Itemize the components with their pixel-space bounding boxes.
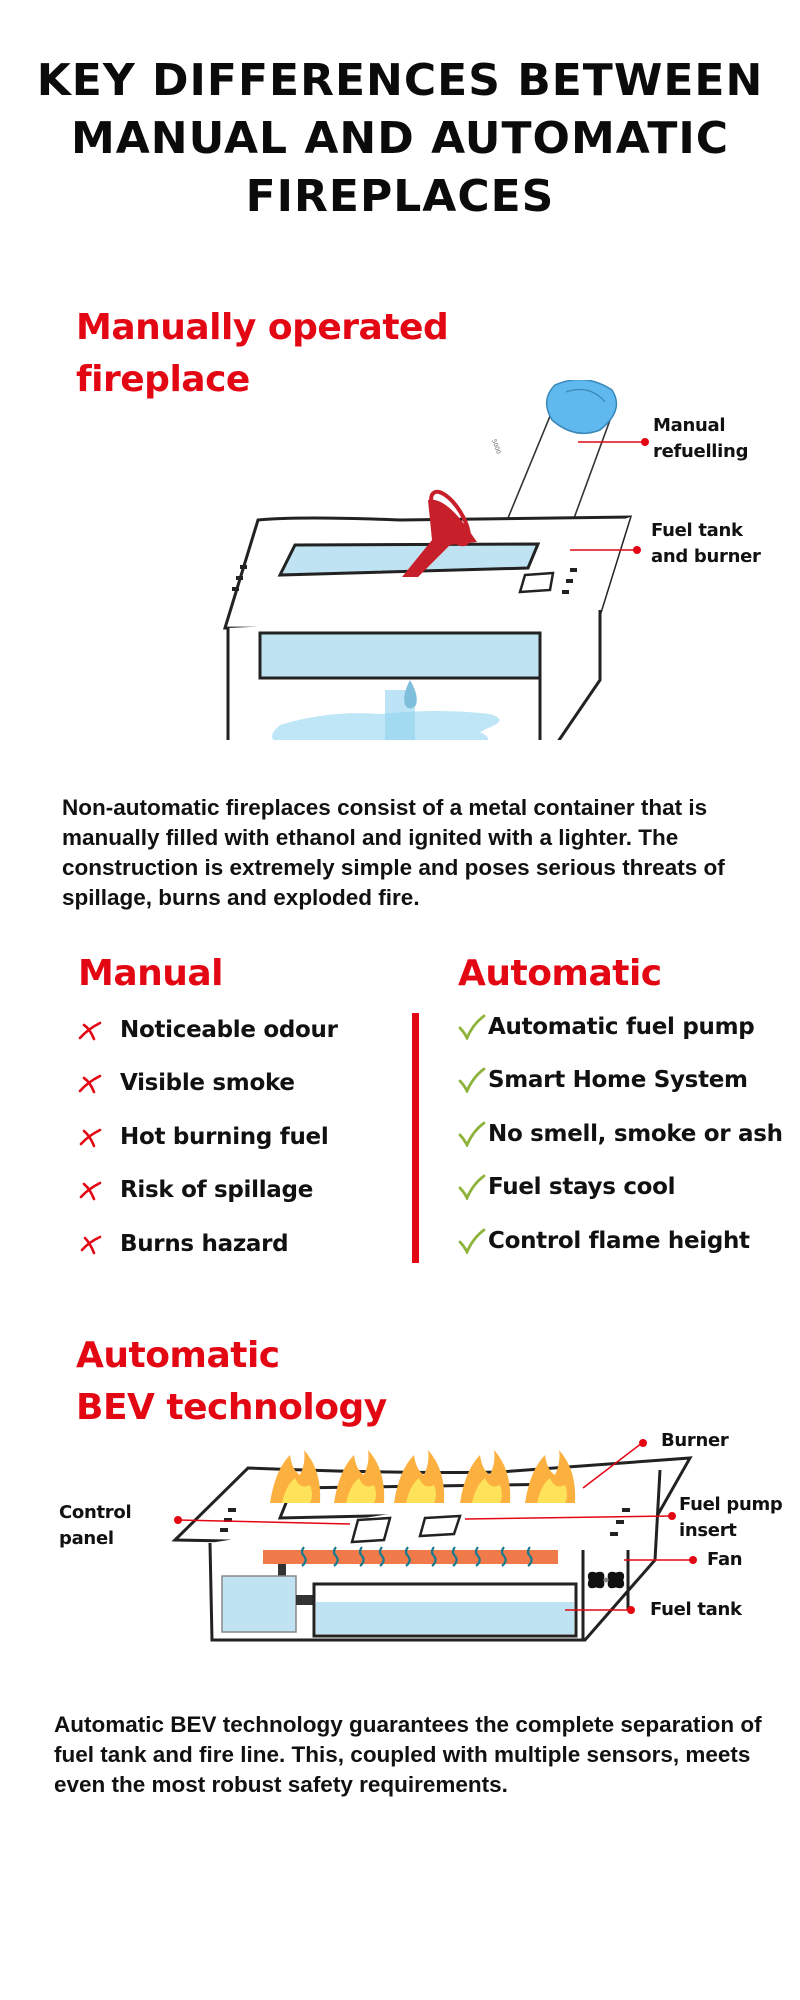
title-line: FIREPLACES [245,171,555,222]
bev-description: Automatic BEV technology guarantees the complete separation of fuel tank and fire line. This, coupled with multiple sensors, meets even the most robust safety requirements. [54,1712,762,1797]
callout-fan [707,1547,742,1573]
callout-line: panel [59,1528,114,1549]
list-item [458,1214,783,1268]
list-item [78,1110,338,1164]
title-line: KEY DIFFERENCES BETWEEN [36,55,764,106]
item-label: Control flame height [488,1227,750,1254]
callout-line: and burner [651,546,761,567]
list-item [78,1057,338,1111]
bev-section-heading [76,1330,387,1434]
item-label: Risk of spillage [120,1177,313,1204]
title-line: MANUAL AND AUTOMATIC [70,113,730,164]
callout-line: insert [679,1520,737,1541]
callout-fuel-tank [650,1597,742,1623]
item-label: No smell, smoke or ash [488,1120,783,1147]
item-label: Fuel stays cool [488,1174,676,1201]
item-label: Burns hazard [120,1230,289,1257]
manual-drawbacks-list [78,1003,338,1271]
check-icon [458,1014,488,1040]
list-item [458,1161,783,1215]
heading-line: Manually operated [76,307,449,348]
callout-line: Fuel tank [651,520,743,541]
cross-icon [78,1019,120,1041]
list-item [78,1003,338,1057]
item-label: Noticeable odour [120,1016,338,1043]
list-item [458,1107,783,1161]
list-item [458,1054,783,1108]
callout-line: refuelling [653,441,749,462]
column-divider [412,1013,419,1263]
manual-description: Non-automatic fireplaces consist of a metal container that is manually filled with ethanol and ignited with a lighter. The construction is extremely simple and poses serious threats of spillage, burns and exploded fire. [62,795,725,910]
callout-manual-refuelling [653,413,748,465]
check-icon [458,1121,488,1147]
callout-line: Fan [707,1549,743,1570]
automatic-column-heading: Automatic [458,953,662,994]
item-label: Automatic fuel pump [488,1013,755,1040]
list-item [78,1217,338,1271]
callout-line: Burner [661,1430,729,1451]
callout-line: Fuel tank [650,1599,742,1620]
manual-column-heading: Manual [78,953,224,994]
item-label: Smart Home System [488,1067,748,1094]
check-icon [458,1067,488,1093]
cross-icon [78,1233,120,1255]
item-label: Hot burning fuel [120,1123,329,1150]
callout-burner [661,1428,729,1454]
cross-icon [78,1179,120,1201]
heading-line: fireplace [76,359,250,400]
heading-line: BEV technology [76,1387,387,1428]
check-icon [458,1228,488,1254]
callout-fuel-pump-insert [679,1492,783,1544]
callout-fuel-tank-burner [651,518,761,570]
cross-icon [78,1072,120,1094]
list-item [458,1000,783,1054]
callout-line: Fuel pump [679,1494,783,1515]
callout-control-panel [59,1500,131,1552]
page-title [0,52,800,226]
check-icon [458,1174,488,1200]
item-label: Visible smoke [120,1070,295,1097]
automatic-benefits-list [458,1000,783,1268]
svg-text:5000: 5000 [490,438,502,456]
list-item [78,1164,338,1218]
callout-line: Control [59,1502,132,1523]
callout-line: Manual [653,415,726,436]
cross-icon [78,1126,120,1148]
heading-line: Automatic [76,1335,280,1376]
